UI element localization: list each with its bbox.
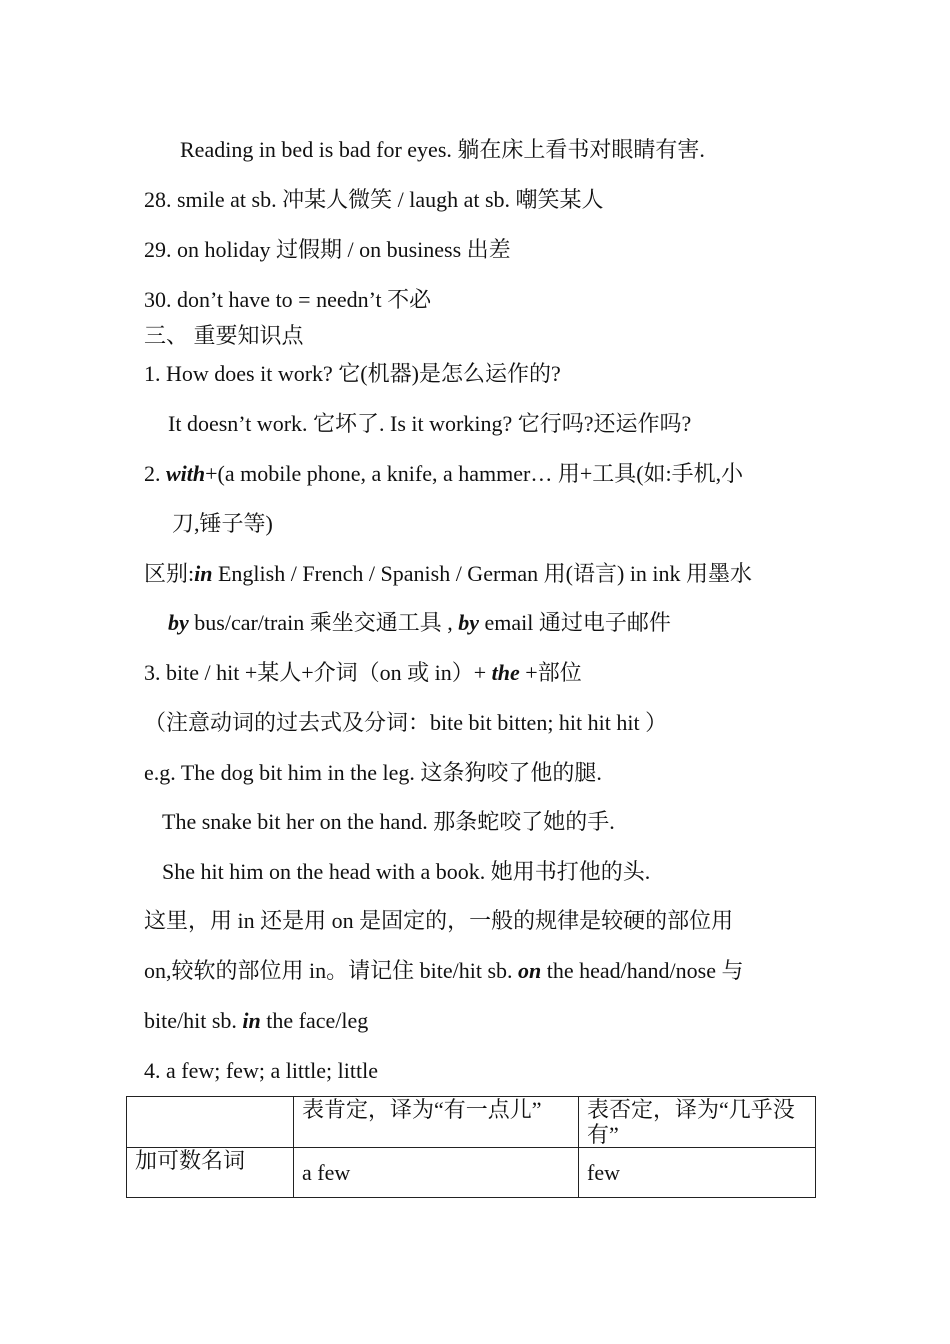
text-line bbox=[144, 956, 744, 986]
emphasis-word: on bbox=[518, 958, 542, 983]
emphasis-word: in bbox=[242, 1008, 261, 1033]
text-fragment: English / French / Spanish / German 用(语言) in ink 用墨水 bbox=[212, 561, 753, 586]
text-line: It doesn’t work. 它坏了. Is it working? 它行吗?还运作吗? bbox=[168, 411, 692, 436]
text-fragment: 2. bbox=[144, 461, 166, 486]
table-header-row bbox=[127, 1097, 816, 1148]
table-cell: 表肯定，译为“有一点儿” bbox=[294, 1097, 579, 1148]
section-heading: 三、 重要知识点 bbox=[144, 323, 304, 348]
text-line bbox=[144, 459, 743, 489]
emphasis-word: the bbox=[491, 660, 520, 685]
text-fragment: the head/hand/nose 与 bbox=[541, 958, 744, 983]
table-cell bbox=[127, 1097, 294, 1148]
text-fragment: bus/car/train 乘坐交通工具 , bbox=[188, 610, 459, 635]
text-fragment: bite/hit sb. bbox=[144, 1008, 243, 1033]
text-line bbox=[144, 1006, 368, 1036]
text-line: （注意动词的过去式及分词：bite bit bitten; hit hit hit ） bbox=[144, 710, 668, 735]
emphasis-word: by bbox=[458, 610, 479, 635]
text-line: e.g. The dog bit him in the leg. 这条狗咬了他的腿. bbox=[144, 760, 602, 785]
text-line: 这里，用 in 还是用 on 是固定的，一般的规律是较硬的部位用 bbox=[144, 908, 734, 933]
table-cell: 加可数名词 bbox=[127, 1148, 294, 1198]
text-line bbox=[168, 608, 671, 638]
table-cell: a few bbox=[294, 1148, 579, 1198]
text-line: 28. smile at sb. 冲某人微笑 / laugh at sb. 嘲笑某人 bbox=[144, 187, 604, 212]
text-fragment: the face/leg bbox=[260, 1008, 369, 1033]
text-fragment: email 通过电子邮件 bbox=[479, 610, 671, 635]
table-cell: few bbox=[579, 1148, 816, 1198]
table-cell: 表否定，译为“几乎没有” bbox=[579, 1097, 816, 1148]
text-fragment: 3. bite / hit +某人+介词（on 或 in）+ bbox=[144, 660, 492, 685]
text-line: 刀,锤子等) bbox=[172, 511, 273, 536]
text-line bbox=[144, 658, 582, 688]
emphasis-word: with bbox=[166, 461, 206, 486]
text-fragment: on,较软的部位用 in。请记住 bite/hit sb. bbox=[144, 958, 519, 983]
table-row bbox=[127, 1148, 816, 1198]
text-line: She hit him on the head with a book. 她用书打他的头. bbox=[162, 859, 651, 884]
text-fragment: 区别: bbox=[144, 561, 195, 586]
text-line: Reading in bed is bad for eyes. 躺在床上看书对眼睛有害. bbox=[180, 137, 705, 162]
text-line: 4. a few; few; a little; little bbox=[144, 1058, 378, 1083]
emphasis-word: in bbox=[194, 561, 213, 586]
text-fragment: +部位 bbox=[519, 660, 582, 685]
quantifier-table bbox=[126, 1096, 816, 1198]
emphasis-word: by bbox=[168, 610, 189, 635]
text-line: The snake bit her on the hand. 那条蛇咬了她的手. bbox=[162, 809, 615, 834]
text-fragment: +(a mobile phone, a knife, a hammer… 用+工具(如:手机,小 bbox=[205, 461, 744, 486]
text-line: 1. How does it work? 它(机器)是怎么运作的? bbox=[144, 361, 561, 386]
text-line: 29. on holiday 过假期 / on business 出差 bbox=[144, 237, 511, 262]
text-line bbox=[144, 559, 752, 589]
text-line: 30. don’t have to = needn’t 不必 bbox=[144, 287, 432, 312]
